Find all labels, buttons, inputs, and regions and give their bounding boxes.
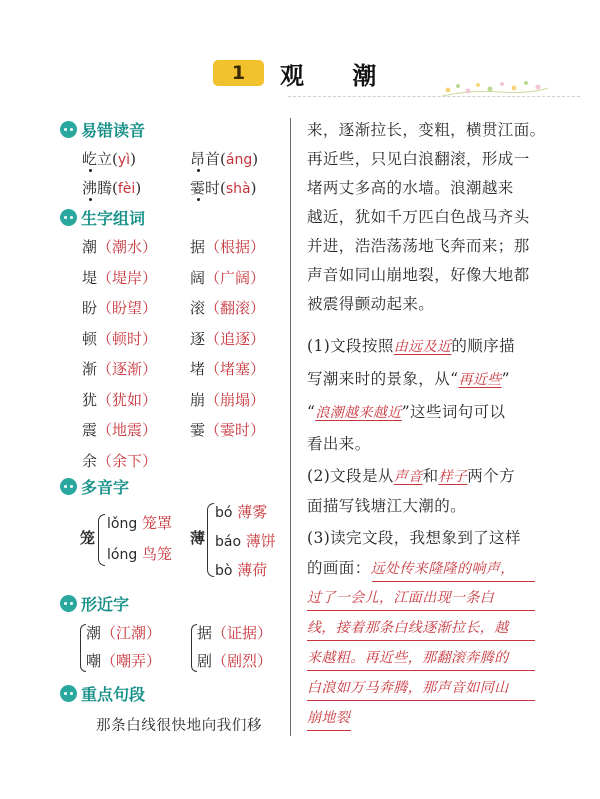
vocab-item: 阔（广阔） [190, 268, 266, 287]
passage-line: 声音如同山崩地裂，好像大地都 [307, 266, 530, 284]
vocab-item: 震（地震） [82, 421, 158, 439]
question-1-line: 看出来。 [307, 435, 371, 453]
passage-start: 那条白线很快地向我们移 [96, 718, 263, 734]
passage-line: 并进，浩浩荡荡地飞奔而来；那 [307, 237, 530, 255]
passage-line: 来，逐渐拉长，变粗，横贯江面。 [307, 121, 546, 139]
answer-line: 白浪如万马奔腾，那声音如同山 [307, 680, 509, 696]
vocab-item: 滚（翻滚） [190, 299, 266, 317]
flower-decoration-icon [440, 76, 550, 100]
vocab-item: 盼（盼望） [82, 299, 158, 317]
vocab-item: 霎（霎时） [190, 421, 266, 439]
pronunciation-item: 沸腾(fèi) [82, 179, 142, 197]
polyphone-reading: báo 薄饼 [215, 532, 276, 550]
vocab-item: 渐（逐渐） [82, 360, 158, 378]
answer-underline [307, 700, 535, 701]
vocab-item: 潮（潮水） [82, 238, 158, 256]
answer-underline [307, 610, 535, 611]
vocab-item: 犹（犹如） [82, 390, 158, 409]
passage-line: 被震得颤动起来。 [307, 295, 435, 313]
answer-line: 线，接着那条白线逐渐拉长，越 [307, 620, 509, 636]
question-1-line: 写潮来时的景象，从“再近些” [307, 370, 510, 388]
vocab-item: 顿（顿时） [82, 329, 158, 348]
question-3-line: (3)读完文段，我想象到了这样 [307, 529, 521, 547]
polyphone-reading: bò 薄荷 [215, 561, 268, 579]
answer-line: 过了一会儿，江面出现一条白 [307, 590, 495, 606]
question-1-line: “浪潮越来越近”这些词句可以 [307, 403, 506, 421]
section-bullet-icon [60, 478, 77, 495]
similar-char-item: 据（证据） [197, 624, 273, 642]
passage-line: 再近些，只见白浪翻滚，形成一 [307, 150, 530, 168]
answer-line: 崩地裂 [307, 710, 351, 726]
pronunciation-item: 屹立(yì) [82, 150, 136, 168]
similar-char-item: 剧（剧烈） [197, 652, 273, 670]
vocab-item: 逐（追逐） [190, 329, 266, 348]
polyphone-char: 薄 [190, 529, 206, 547]
vocab-item: 崩（崩塌） [190, 390, 266, 409]
answer-text: 远处传来隆隆的响声， [370, 561, 515, 577]
polyphone-char: 笼 [80, 529, 96, 547]
question-2-line: (2)文段是从声音和样子两个方 [307, 467, 515, 485]
passage-line: 越近，犹如千万匹白色战马齐头 [307, 208, 530, 226]
question-1-line: (1)文段按照由远及近的顺序描 [307, 337, 515, 355]
pronunciation-item: 霎时(shà) [190, 179, 257, 197]
answer-text: 声音 [393, 469, 423, 485]
answer-underline [307, 730, 351, 731]
vocab-item: 堤（堤岸） [82, 268, 158, 287]
section-bullet-icon [60, 595, 77, 612]
vocab-item: 堵（堵塞） [190, 360, 266, 378]
question-2-line: 面描写钱塘江大潮的。 [307, 497, 467, 515]
vocab-item: 据（根据） [190, 238, 266, 256]
pronunciation-item: 昂首(áng) [190, 150, 259, 168]
polyphone-reading: lóng 鸟笼 [107, 545, 173, 563]
answer-text: 浪潮越来越近 [315, 405, 402, 421]
brace [98, 514, 105, 566]
answer-text: 样子 [438, 469, 468, 485]
question-3-line: 的画面：远处传来隆隆的响声， [307, 559, 515, 577]
answer-underline [307, 670, 535, 671]
brace [207, 503, 214, 577]
polyphone-reading: bó 薄雾 [215, 503, 268, 521]
lesson-number-badge: 1 [213, 60, 264, 86]
similar-char-item: 嘲（嘲弄） [86, 652, 162, 670]
passage-line: 堵两丈多高的水墙。浪潮越来 [307, 179, 514, 197]
answer-underline [307, 640, 535, 641]
lesson-title: 观 潮 [280, 62, 397, 90]
answer-text: 由远及近 [393, 339, 452, 355]
answer-text: 再近些 [458, 372, 502, 388]
section-bullet-icon [60, 209, 77, 226]
similar-char-item: 潮（江潮） [86, 624, 162, 642]
column-divider [290, 118, 291, 736]
polyphone-reading: lǒng 笼罩 [107, 514, 173, 532]
vocab-item: 余（余下） [82, 451, 158, 470]
section-bullet-icon [60, 121, 77, 138]
answer-underline [372, 581, 535, 582]
answer-line: 来越粗。再近些，那翻滚奔腾的 [307, 650, 509, 666]
section-bullet-icon [60, 685, 77, 702]
